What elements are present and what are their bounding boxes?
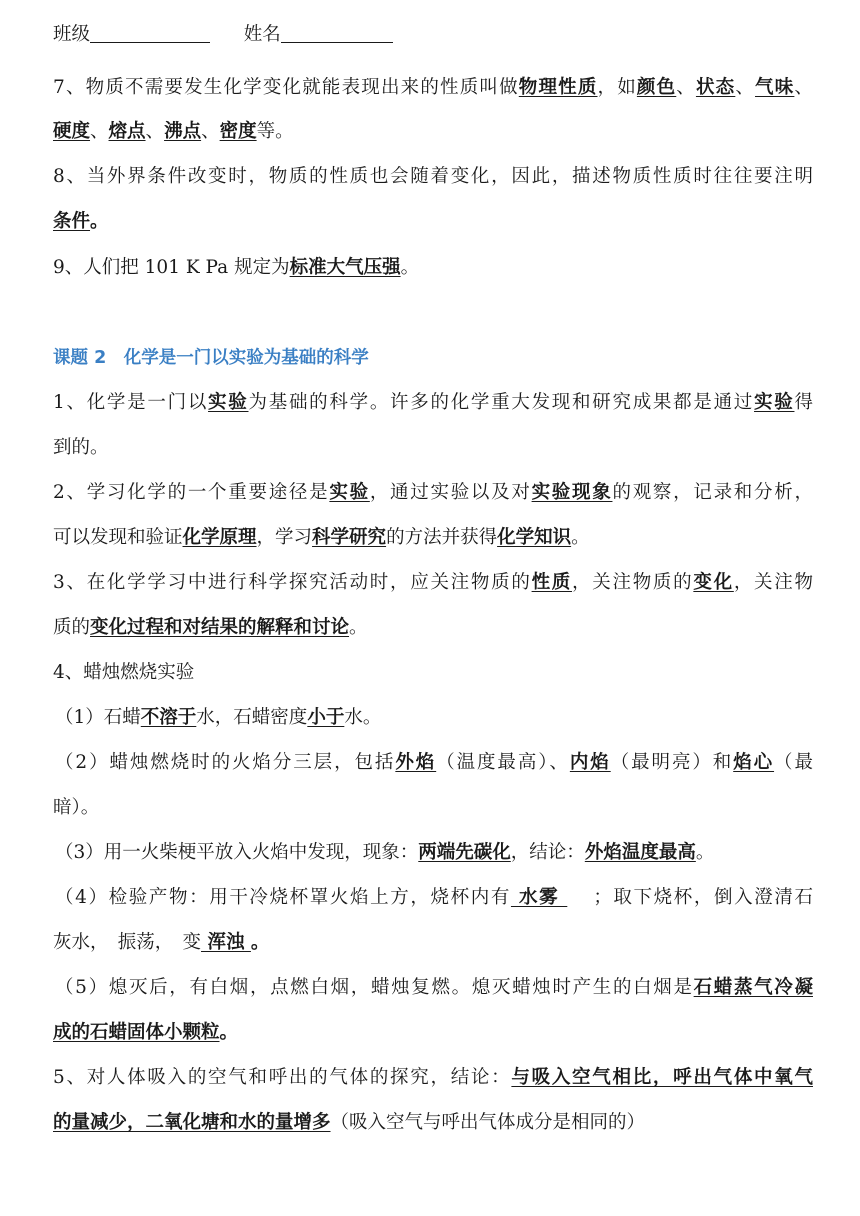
answer: 气味: [755, 77, 795, 98]
answer: 实验: [329, 482, 370, 503]
s2-item-3-line-2: [53, 616, 813, 640]
answer: 外焰温度最高: [584, 842, 696, 863]
answer: 水雾: [510, 887, 568, 908]
text: 3、在化学学习中进行科学探究活动时，应关注物质的: [53, 572, 532, 593]
text: 可以发现和验证: [53, 527, 183, 548]
answer: 成的石蜡固体小颗粒: [53, 1022, 220, 1043]
text: ，关注物质的: [572, 572, 694, 593]
text: ；取下烧杯，倒入澄清石: [593, 887, 813, 908]
s2-item-2-line-1: [53, 481, 813, 505]
text: 质的: [53, 617, 91, 638]
text: （4）检验产物：用干冷烧杯罩火焰上方，烧杯内有: [55, 887, 511, 908]
text: 9、人们把 101 K Pa 规定为: [53, 257, 290, 278]
text: 、: [90, 121, 109, 142]
answer: 变化过程和对结果的解释和讨论: [90, 617, 350, 638]
text: 。: [571, 527, 590, 548]
header-line: [53, 22, 813, 47]
text: 、: [201, 121, 220, 142]
answer: 实验: [754, 392, 795, 413]
answer: 化学知识: [497, 527, 572, 548]
answer: 颜色: [636, 77, 677, 98]
answer: 硬度: [53, 121, 91, 142]
text: 水，石蜡密度: [196, 707, 308, 728]
s2-item-1-line-2: [53, 436, 813, 460]
s2-item-4-sub-4-line-1: [55, 886, 813, 910]
answer: 内焰: [569, 752, 611, 773]
item-7-line-1: [53, 76, 813, 100]
text: （吸入空气与呼出气体成分是相同的）: [330, 1112, 646, 1133]
answer: 石蜡蒸气冷凝: [693, 977, 813, 998]
answer: 外焰: [395, 752, 437, 773]
item-8-line-1: [53, 165, 813, 189]
text: 、: [735, 77, 756, 98]
text: （2）蜡烛燃烧时的火焰分三层，包括: [55, 752, 396, 773]
s2-item-3-line-1: [53, 571, 813, 595]
text: ，关注物: [733, 572, 813, 593]
text: 。: [695, 842, 715, 863]
answer: 小于: [307, 707, 345, 728]
text: 的方法并获得: [386, 527, 498, 548]
s2-item-4-sub-5-line-1: [55, 976, 813, 1000]
text: 8、当外界条件改变时，物质的性质也会随着变化，因此，描述物质性质时往往要注明: [53, 166, 813, 187]
item-9: [53, 256, 813, 280]
answer: 变化: [693, 572, 734, 593]
item-7-line-2: [53, 120, 813, 144]
answer: 科学研究: [312, 527, 387, 548]
text: 得: [794, 392, 813, 413]
answer: 焰心: [733, 752, 775, 773]
answer: 不溶于: [140, 707, 197, 728]
s2-item-4-title: 4、蜡烛燃烧实验: [53, 662, 195, 683]
text: （最明亮）和: [610, 752, 734, 773]
answer: 实验现象: [531, 482, 613, 503]
answer: 两端先碳化: [418, 842, 511, 863]
text: 到的。: [53, 437, 109, 458]
text: 暗）。: [53, 797, 100, 818]
text: 。: [349, 617, 368, 638]
answer: 状态: [695, 77, 736, 98]
answer: 化学原理: [182, 527, 257, 548]
text: 。: [400, 257, 420, 278]
text: 为基础的科学。许多的化学重大发现和研究成果都是通过: [248, 392, 755, 413]
s2-item-5-line-1: [53, 1066, 813, 1090]
answer: 标准大气压强: [289, 257, 401, 278]
s2-item-4-sub-2-line-2: [53, 796, 813, 820]
answer: 与吸入空气相比，呼出气体中氧气: [511, 1067, 813, 1088]
text: 灰水， 振荡， 变: [53, 932, 202, 953]
text: （3）用一火柴梗平放入火焰中发现，现象：: [55, 842, 419, 863]
answer: 物理性质: [518, 77, 598, 98]
text: 水。: [344, 707, 382, 728]
text: （最: [774, 752, 813, 773]
text: 。: [219, 1022, 239, 1043]
item-8-line-2: [53, 210, 813, 234]
name-label: 姓名: [243, 24, 281, 45]
s2-item-4-sub-2-line-1: [55, 751, 813, 775]
text: 5、对人体吸入的空气和呼出的气体的探究，结论：: [53, 1067, 512, 1088]
text: 1、化学是一门以: [53, 392, 209, 413]
s2-item-4-sub-1: [55, 706, 815, 730]
answer: 的量减少，二氧化塘和水的量增多: [53, 1112, 331, 1133]
s2-item-1-line-1: [53, 391, 813, 415]
s2-item-2-line-2: [53, 526, 813, 550]
text: ，结论：: [510, 842, 585, 863]
text: 、: [794, 77, 813, 98]
s2-item-4-sub-5-line-2: [53, 1021, 813, 1045]
section-heading: 课题 2 化学是一门以实验为基础的科学: [53, 348, 369, 368]
text: 、: [676, 77, 696, 98]
text: （5）熄灭后，有白烟，点燃白烟，蜡烛复燃。熄灭蜡烛时产生的白烟是: [55, 977, 694, 998]
text: 、: [145, 121, 165, 142]
answer: 实验: [208, 392, 249, 413]
text: ，通过实验以及对: [369, 482, 532, 503]
class-label: 班级: [53, 24, 91, 45]
s2-item-4-sub-4-line-2: [53, 931, 813, 955]
text: 7、物质不需要发生化学变化就能表现出来的性质叫做: [53, 77, 519, 98]
answer: 熔点: [108, 121, 146, 142]
text: 的观察，记录和分析，: [612, 482, 813, 503]
text: （温度最高）、: [436, 752, 570, 773]
answer: 密度: [219, 121, 257, 142]
class-blank[interactable]: [90, 22, 210, 43]
text: ，如: [597, 77, 637, 98]
text: 等。: [256, 121, 294, 142]
s2-item-4-sub-3: [55, 841, 815, 865]
answer: 沸点: [164, 121, 202, 142]
text: 。: [90, 211, 109, 232]
answer: 条件: [53, 211, 91, 232]
text: （1）石蜡: [55, 707, 141, 728]
s2-item-5-line-2: [53, 1111, 813, 1135]
answer: 性质: [531, 572, 573, 593]
name-blank[interactable]: [281, 22, 393, 43]
text: ，学习: [256, 527, 313, 548]
text: 2、学习化学的一个重要途径是: [53, 482, 330, 503]
answer: 浑浊: [201, 932, 251, 953]
text: 。: [250, 932, 270, 953]
